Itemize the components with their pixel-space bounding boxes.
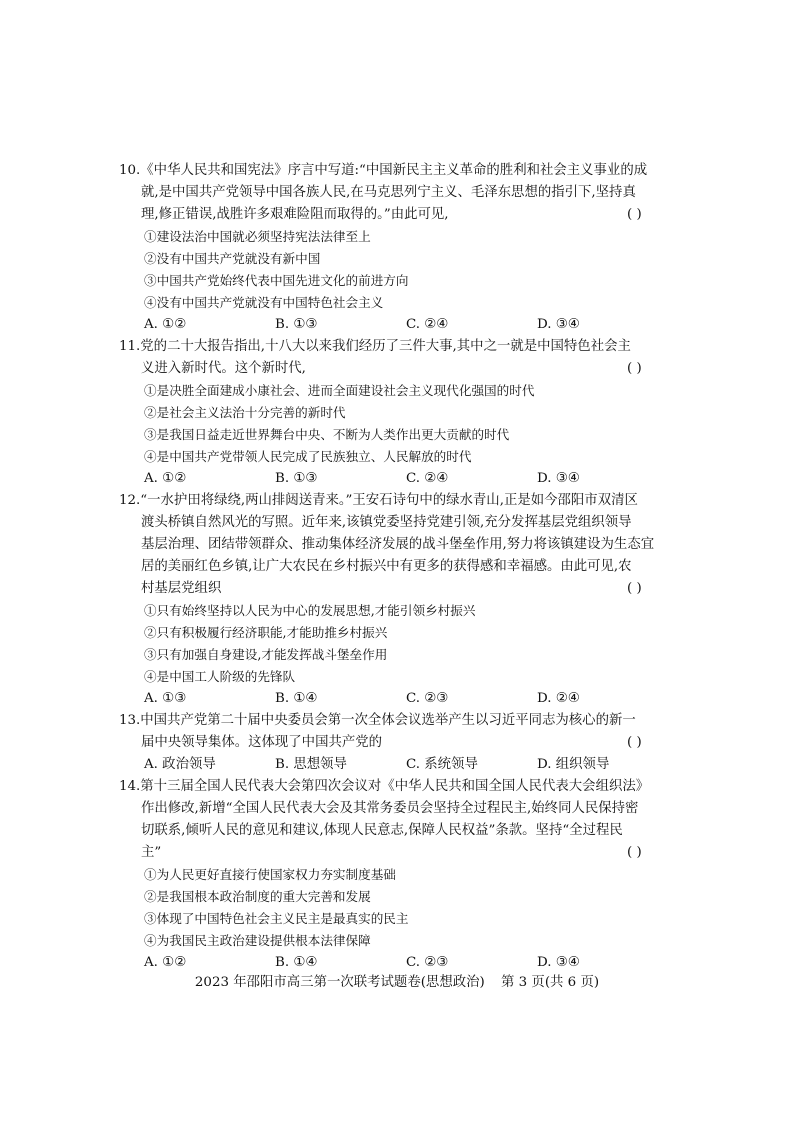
choice-c: C. 系统领导 bbox=[406, 757, 478, 772]
question-stem-line: 渡头桥镇自然风光的写照。近年来,该镇党委坚持党建引领,充分发挥基层党组织领导 bbox=[141, 515, 632, 530]
answer-blank: ( ) bbox=[627, 207, 642, 222]
option-item: ④是中国工人阶级的先锋队 bbox=[144, 669, 296, 684]
question-11 bbox=[119, 336, 675, 490]
choice-a: A. ①② bbox=[144, 317, 187, 332]
answer-blank: ( ) bbox=[627, 361, 642, 376]
question-stem-line: 理,修正错误,战胜许多艰难险阻而取得的。”由此可见, ( ) bbox=[119, 204, 675, 226]
choice-c: C. ②④ bbox=[406, 317, 449, 332]
question-stem-line: 作出修改,新增“全国人民代表大会及其常务委员会坚持全过程民主,始终同人民保持密 bbox=[141, 801, 639, 816]
answer-blank: ( ) bbox=[627, 735, 642, 750]
question-stem-line: 村基层党组织 ( ) bbox=[119, 578, 675, 600]
choice-c: C. ②④ bbox=[406, 471, 449, 486]
choice-c: C. ②③ bbox=[406, 955, 449, 970]
question-number: 12. bbox=[119, 493, 141, 508]
question-stem-line: 基层治理、团结带领群众、推动集体经济发展的战斗堡垒作用,努力将该镇建设为生态宜 bbox=[141, 537, 655, 552]
choice-b: B. ①③ bbox=[275, 471, 318, 486]
answer-blank: ( ) bbox=[627, 581, 642, 596]
question-stem-line: 主” ( ) bbox=[119, 842, 675, 864]
choice-b: B. ①④ bbox=[275, 955, 318, 970]
choice-d: D. ②④ bbox=[537, 691, 580, 706]
choice-a: A. ①② bbox=[144, 955, 187, 970]
question-number: 11. bbox=[119, 339, 141, 354]
option-item: ②只有积极履行经济职能,才能助推乡村振兴 bbox=[144, 625, 388, 640]
option-item: ③中国共产党始终代表中国先进文化的前进方向 bbox=[144, 273, 409, 288]
question-number: 14. bbox=[119, 779, 141, 794]
option-item: ④没有中国共产党就没有中国特色社会主义 bbox=[144, 295, 384, 310]
question-stem-line: 义进入新时代。这个新时代, ( ) bbox=[119, 358, 675, 380]
choice-row bbox=[119, 468, 675, 490]
question-10 bbox=[119, 160, 675, 336]
option-item: ①建设法治中国就必须坚持宪法法律至上 bbox=[144, 229, 371, 244]
question-stem-line: 12.“一水护田将绿绕,两山排闼送青来。”王安石诗句中的绿水青山,正是如今邵阳市双清区 bbox=[119, 490, 675, 512]
question-stem-line: 14.第十三届全国人民代表大会第四次会议对《中华人民共和国全国人民代表大会组织法》 bbox=[119, 776, 675, 798]
option-item: ②没有中国共产党就没有新中国 bbox=[144, 251, 321, 266]
question-stem-line: 切联系,倾听人民的意见和建议,体现人民意志,保障人民权益”条款。坚持“全过程民 bbox=[141, 823, 623, 838]
choice-row bbox=[119, 688, 675, 710]
question-12 bbox=[119, 490, 675, 710]
choice-c: C. ②③ bbox=[406, 691, 449, 706]
choice-row bbox=[119, 314, 675, 336]
question-stem-line: 就,是中国共产党领导中国各族人民,在马克思列宁主义、毛泽东思想的指引下,坚持真 bbox=[141, 185, 636, 200]
option-item: ①为人民更好直接行使国家权力夯实制度基础 bbox=[144, 867, 396, 882]
choice-row bbox=[119, 952, 675, 974]
choice-d: D. ③④ bbox=[537, 955, 580, 970]
question-stem-line: 居的美丽红色乡镇,让广大农民在乡村振兴中有更多的获得感和幸福感。由此可见,农 bbox=[141, 559, 632, 574]
page-footer bbox=[0, 972, 794, 994]
choice-d: D. 组织领导 bbox=[537, 757, 610, 772]
option-item: ④为我国民主政治建设提供根本法律保障 bbox=[144, 933, 371, 948]
option-item: ③体现了中国特色社会主义民主是最真实的民主 bbox=[144, 911, 409, 926]
option-item: ②是我国根本政治制度的重大完善和发展 bbox=[144, 889, 371, 904]
choice-a: A. 政治领导 bbox=[144, 757, 216, 772]
option-item: ①是决胜全面建成小康社会、进而全面建设社会主义现代化强国的时代 bbox=[144, 383, 535, 398]
option-item: ③只有加强自身建设,才能发挥战斗堡垒作用 bbox=[144, 647, 388, 662]
question-13 bbox=[119, 710, 675, 776]
option-item: ③是我国日益走近世界舞台中央、不断为人类作出更大贡献的时代 bbox=[144, 427, 510, 442]
question-stem-line: 11.党的二十大报告指出,十八大以来我们经历了三件大事,其中之一就是中国特色社会主 bbox=[119, 336, 675, 358]
question-number: 13. bbox=[119, 713, 141, 728]
footer-title: 2023 年邵阳市高三第一次联考试题卷(思想政治) bbox=[194, 975, 485, 990]
footer-page-number: 第 3 页(共 6 页) bbox=[501, 975, 600, 990]
option-item: ④是中国共产党带领人民完成了民族独立、人民解放的时代 bbox=[144, 449, 472, 464]
answer-blank: ( ) bbox=[627, 845, 642, 860]
question-stem-line: 13.中国共产党第二十届中央委员会第一次全体会议选举产生以习近平同志为核心的新一 bbox=[119, 710, 675, 732]
question-14 bbox=[119, 776, 675, 974]
choice-b: B. ①③ bbox=[275, 317, 318, 332]
choice-d: D. ③④ bbox=[537, 471, 580, 486]
choice-a: A. ①③ bbox=[144, 691, 187, 706]
option-item: ①只有始终坚持以人民为中心的发展思想,才能引领乡村振兴 bbox=[144, 603, 476, 618]
question-stem-line: 届中央领导集体。这体现了中国共产党的 ( ) bbox=[119, 732, 675, 754]
choice-row bbox=[119, 754, 675, 776]
choice-b: B. 思想领导 bbox=[275, 757, 347, 772]
choice-a: A. ①② bbox=[144, 471, 187, 486]
choice-d: D. ③④ bbox=[537, 317, 580, 332]
option-item: ②是社会主义法治十分完善的新时代 bbox=[144, 405, 346, 420]
question-number: 10. bbox=[119, 163, 141, 178]
question-stem-line: 10.《中华人民共和国宪法》序言中写道:“中国新民主主义革命的胜利和社会主义事业的成 bbox=[119, 160, 675, 182]
choice-b: B. ①④ bbox=[275, 691, 318, 706]
